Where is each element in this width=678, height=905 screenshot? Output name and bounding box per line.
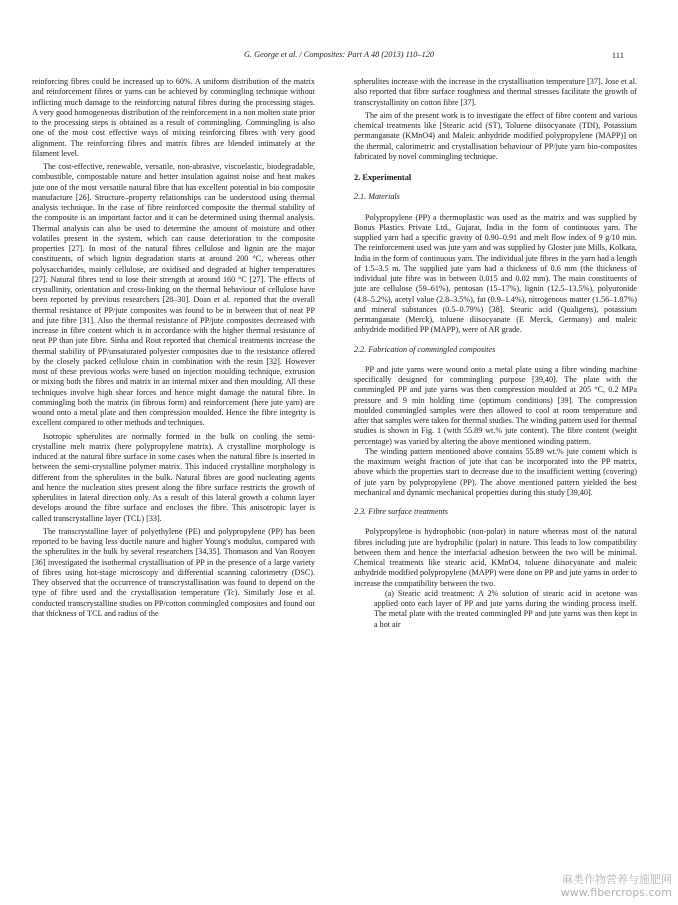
section-heading: 2. Experimental xyxy=(354,173,412,182)
paragraph: spherulites increase with the increase in the crystallisation temperature [37]. Jose et al. also reported that fibre surface roughness and thermal stresses facilitate the growth of transcrystallinity on cotton fibre [37]. xyxy=(354,77,637,107)
subsection-heading: 2.1. Materials xyxy=(354,192,400,202)
paragraph: Polypropylene is hydrophobic (non-polar) in nature whereas most of the natural fibres including jute are hydrophilic (polar) in nature. This leads to low compatibility between them and hence the interfacial adhesion between the two will be minimal. Chemical treatments like stearic acid, KMnO4, toluene diisocyanate and maleic anhydride modified polypropylene (MAPP) were done on PP and jute yarns in order to increase the compatibility between the two. xyxy=(354,527,637,588)
paragraph: Polypropylene (PP) a thermoplastic was used as the matrix and was supplied by Bonus Plastics Private Ltd., Gujarat, India in the form of continuous yarn. The supplied yarn had a specific gravity of 0.90–0.91 and melt flow index of 9 g/10 min. The reinforcement used was jute yarn and was supplied by Gloster jute Mills, Kolkata, India in the form of continuous yarn. The individual jute fibres in the yarn had a length of 1.5–3.5 m. The supplied jute yarn had a thickness of 0.6 mm (the thickness of individual jute fibre was in between 0.015 and 0.02 mm). The main constituents of jute are cellulose (59–61%), pentosan (15–17%), lignin (12.5–13.5%), polyuronide (4.8–5.2%), acetyl value (2.8–3.5%), fat (0.9–1.4%), nitrogenous matter (1.56–1.87%) and mineral substances (0.5–0.79%) [38]. Stearic acid (Qualigens), potassium permanganate (Merck), toluene diisocyanate (E Merck, Germany) and maleic anhydride modified PP (MAPP), were of AR grade. xyxy=(354,212,637,335)
paragraph: reinforcing fibres could be increased up to 60%. A uniform distribution of the matrix and reinforcement fibres or yarns can be achieved by commingling technique without inflicting much damage to the reinforcing natural fibres during the processing stages. A very good homogeneous distribution of the reinforcement in a non molten state prior to the processing steps is obtained as a result of commingling. Commingling is also one of the most cost effective ways of mixing reinforcing fibres with very good alignment. The reinforcing fibres and matrix fibres are blended intimately at the filament level. xyxy=(32,77,315,158)
paragraph: The aim of the present work is to investigate the effect of fibre content and various chemical treatments like [Stearic acid (ST), Toluene diisocyanate (TDI), Potassium permanganate (KMnO4) and Maleic anhydride modified polypropylene (MAPP)] on the thermal, calorimetric and crystallisation behaviour of PP/jute yarn bio-composites fabricated by novel commingling technique. xyxy=(354,110,637,161)
paragraph: PP and jute yarns were wound onto a metal plate using a fibre winding machine specifically designed for commingling purpose [39,40]. The plate with the commingled PP and jute yarns was then compression moulded at 205 °C, 0.2 MPa pressure and 9 min holding time (optimum conditions) [39]. The compression moulded commingled samples were then allowed to cool at room temperature and after that samples were taken for thermal studies. The winding pattern used for thermal studies is shown in Fig. 1 (with 55.89 wt.% jute content). The fibre content (weight percentage) was varied by altering the above mentioned winding pattern. xyxy=(354,364,637,446)
paragraph: The transcrystalline layer of polyethylene (PE) and polypropylene (PP) has been reported to be having less ductile nature and higher Young's modulus, compared with the spherulites in the bulk by several researchers [34,35]. Thomason and Van Rooyen [36] investigated the isothermal crystallisation of PP in the presence of a large variety of fibres using hot-stage microscopy and differential scanning calorimetry (DSC). They observed that the occurrence of transcrystallisation was found to depend on the type of fibre used and the crystallisation temperature (Tc). Similarly Jose et al. conducted transcrystalline studies on PP/cotton commingled composites and found out that thickness of TCL and radius of the xyxy=(32,526,315,618)
journal-reference: G. George et al. / Composites: Part A 48 (2013) 110–120 xyxy=(243,50,435,59)
list-item: (a) Stearic acid treatment: A 2% solution of stearic acid in acetone was applied onto each layer of PP and jute yarns during the winding process itself. The metal plate with the treated commingled PP and jute yarns was then kept in a hot air xyxy=(374,588,637,629)
paragraph: The cost-effective, renewable, versatile, non-abrasive, viscoelastic, biodegradable, combustible, compostable nature and better insulation against noise and heat makes jute one of the most versatile natural fibre that has excellent potential in bio composite manufacture [26]. Structure–property relationships can be understood using thermal analysis technique. In the case of fibre reinforced composite the thermal stability of the composite is an important factor and it can be determined using thermal analysis. Thermal analysis can also be used to determine the amount of moisture and other volatiles present in the system, which can cause deterioration to the composite properties [27]. In most of the natural fibres cellulose and lignin are the major constituents, of which lignin degradation starts at around 200 °C, whereas other polysaccharides, mainly cellulose, are oxidised and degraded at higher temperatures [27]. Natural fibres tend to lose their strength at around 160 °C [27]. The effects of crystallinity, orientation and cross-linking on the thermal behaviour of cellulose have been reported by previous researchers [28–30]. Doan et al. reported that the overall thermal resistance of PP/jute composites was found to be in between that of neat PP and jute fibre [31]. Also the thermal resistance of PP/jute composites decreased with increase in fibre content which is in accordance with the higher thermal resistance of neat PP than jute fibre. Sinha and Rout reported that chemical treatments increase the thermal stability of PP/unsaturated polyester composites due to the resistance offered by the closely packed cellulose chain in combination with the resin [32]. However most of these previous works were based on injection moulding technique, extrusion or mixing both the fibres and matrix in an internal mixer and then moulding. All these techniques involve high shear forces and hence might damage the natural fibre. In commingling both the matrix (in fibrous form) and reinforcement (here jute yarn) are wound onto a metal plate and then compression moulded. Hence the fibre integrity is excellent compared to other methods and techniques. xyxy=(32,162,315,428)
left-column xyxy=(32,77,315,619)
paragraph: Isotropic spherulites are normally formed in the bulk on cooling the semi-crystalline melt matrix (here polypropylene matrix). A crystalline morphology is induced at the natural fibre surface in some cases when the natural fibre is inserted in between the semi-crystalline polymer matrix. This induced crystalline morphology is different from the spherulites in the bulk. Natural fibres are good nucleating agents and hence the nucleation sites present along the fibre surface restricts the growth of spherulites in lateral direction only. As a result of this lateral growth a column layer develops around the fibre surface and encloses the fibre. This anisotropic layer is called transcrystalline layer (TCL) [33]. xyxy=(32,431,315,523)
page-number: 111 xyxy=(611,50,624,60)
watermark xyxy=(561,873,672,899)
subsection-heading: 2.2. Fabrication of commingled composites xyxy=(354,344,496,354)
paragraph: The winding pattern mentioned above contains 55.89 wt.% jute content which is the maximum weight fraction of jute that can be incorporated into the PP matrix, above which the properties start to decrease due to the insufficient wetting (covering) of jute yarn by polypropylene (PP). The above mentioned pattern yielded the best mechanical and dynamic mechanical properties during this study [39,40]. xyxy=(354,446,637,497)
right-column xyxy=(354,77,637,630)
watermark-line: www.fibercrops.com xyxy=(560,886,672,899)
watermark-line: 麻类作物营养与施肥网 xyxy=(562,873,672,886)
subsection-heading: 2.3. Fibre surface treatments xyxy=(354,507,448,516)
running-header xyxy=(0,50,678,64)
